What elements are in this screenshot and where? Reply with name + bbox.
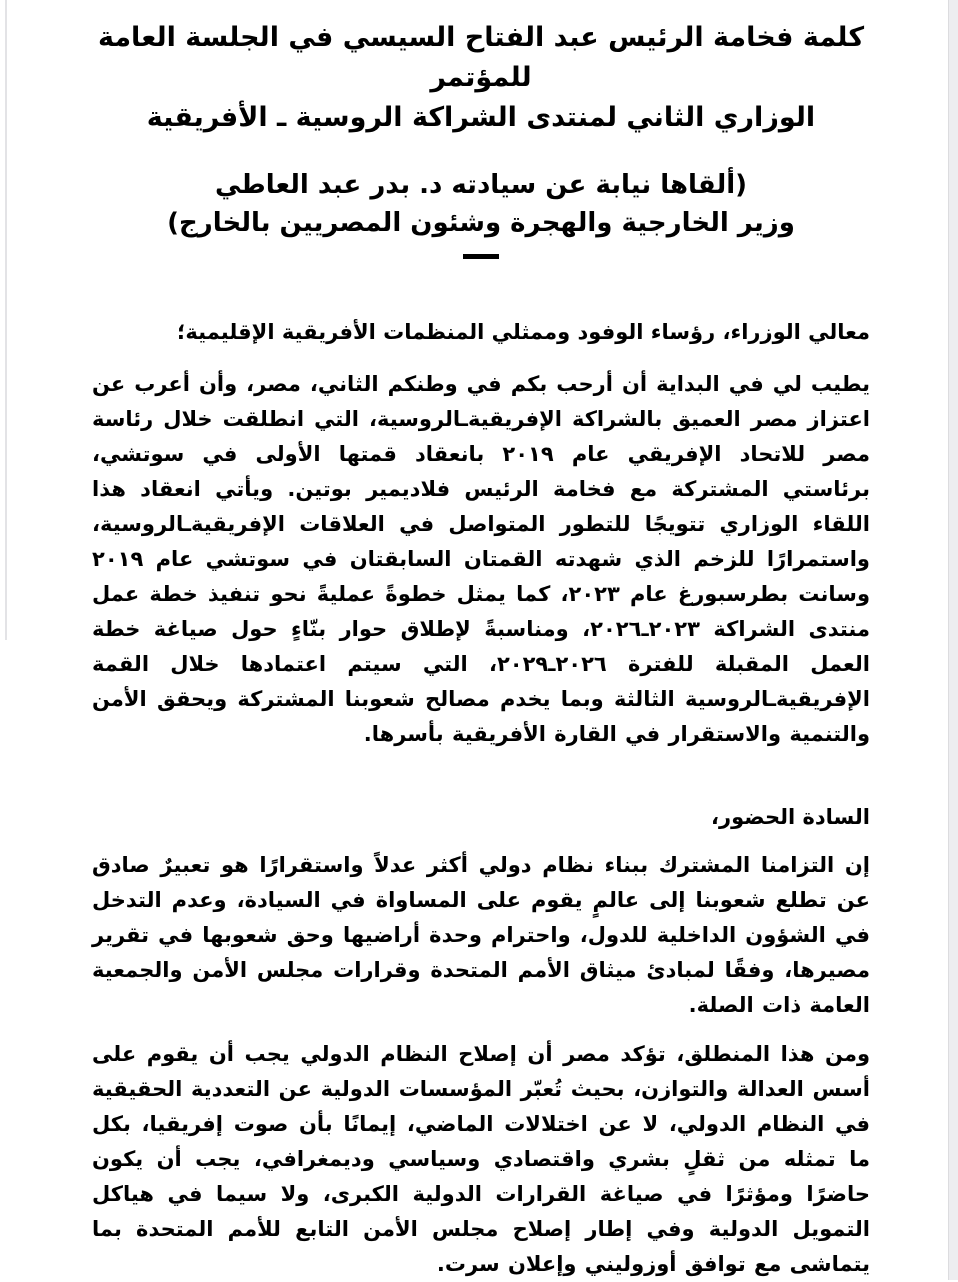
paragraph-international-reform: ومن هذا المنطلق، تؤكد مصر أن إصلاح النظام الدولي يجب أن يقوم على أسس العدالة والتوازن، بحيث تُعبّر المؤسسات الدولية عن التعددية الحقيقية في النظام الدولي، لا عن اختلالات الماضي، إيمانًا بأن صوت إفريقيا، بكل ما تمثله من ثقلٍ بشري واقتصادي وسياسي وديمغرافي، يجب أن يكون حاضرًا ومؤثرًا في صياغة القرارات الدولية الكبرى، ولا سيما في هياكل التمويل الدولية وفي إطار إصلاح مجلس الأمن التابع للأمم المتحدة بما يتماشى مع توافق أوزوليني وإعلان سرت. (92, 1042, 870, 1276)
greeting-line: معالي الوزراء، رؤساء الوفود وممثلي المنظمات الأفريقية الإقليمية؛ (177, 320, 870, 344)
section-heading-attendees: السادة الحضور، (711, 805, 870, 829)
separator-dash (463, 254, 499, 259)
document-title (92, 18, 870, 138)
document-subtitle (92, 166, 870, 242)
paragraph-shared-commitment: إن التزامنا المشترك ببناء نظام دولي أكثر عدلاً واستقرارًا هو تعبيرٌ صادق عن تطلع شعوبنا إلى عالمٍ يقوم على المساواة في السيادة، وعدم التدخل في الشؤون الداخلية للدول، واحترام وحدة أراضيها وحق شعوبها في تقرير مصيرها، وفقًا لمبادئ ميثاق الأمم المتحدة وقرارات مجلس الأمن والجمعية العامة ذات الصلة. (92, 853, 870, 1017)
document-subtitle-line-1: (ألقاها نيابة عن سيادته د. بدر عبد العاطي (214, 170, 748, 200)
document-title-line-2: الوزاري الثاني لمنتدى الشراكة الروسية ـ الأفريقية (146, 102, 816, 133)
document-title-line-1: كلمة فخامة الرئيس عبد الفتاح السيسي في الجلسة العامة للمؤتمر (97, 22, 865, 93)
paragraph-welcome-partnership: يطيب لي في البداية أن أرحب بكم في وطنكم الثاني، مصر، وأن أعرب عن اعتزاز مصر العميق بالشراكة الإفريقيةـالروسية، التي انطلقت خلال رئاسة مصر للاتحاد الإفريقي عام ٢٠١٩ بانعقاد قمتها الأولى في سوتشي، برئاستي المشتركة مع فخامة الرئيس فلاديمير بوتين. ويأتي انعقاد هذا اللقاء الوزاري تتويجًا للتطور المتواصل في العلاقات الإفريقيةـالروسية، واستمرارًا للزخم الذي شهدته القمتان السابقتان في سوتشي عام ٢٠١٩ وسانت بطرسبورغ عام ٢٠٢٣، كما يمثل خطوةً عمليةً نحو تنفيذ خطة عمل منتدى الشراكة ٢٠٢٣ـ٢٠٢٦، ومناسبةً لإطلاق حوار بنّاءٍ حول صياغة خطة العمل المقبلة للفترة ٢٠٢٦ـ٢٠٢٩، التي سيتم اعتمادها خلال القمة الإفريقيةـالروسية الثالثة وبما يخدم مصالح شعوبنا المشتركة ويحقق الأمن والتنمية والاستقرار في القارة الأفريقية بأسرها. (92, 372, 871, 746)
document-subtitle-line-2: وزير الخارجية والهجرة وشئون المصريين بالخارج) (167, 208, 795, 238)
